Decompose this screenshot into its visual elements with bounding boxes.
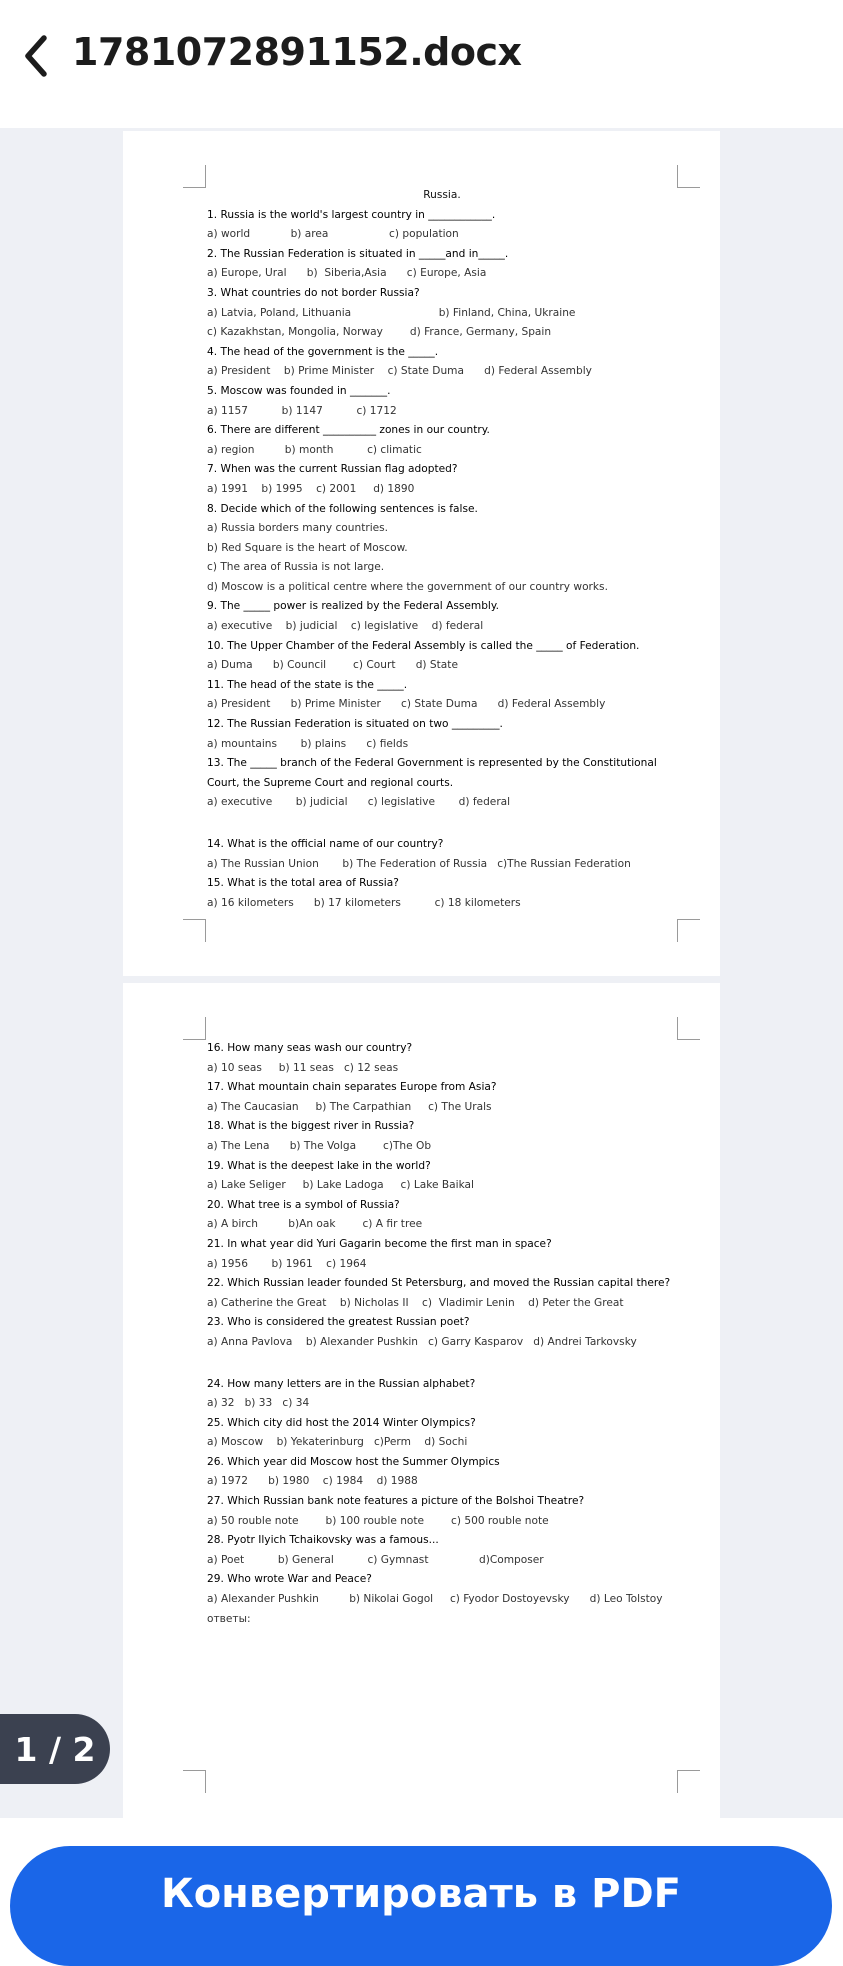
answer-line: a) Anna Pavlova b) Alexander Pushkin c) Garry Kasparov d) Andrei Tarkovsky [207, 1335, 637, 1348]
answer-line: a) Russia borders many countries. [207, 522, 389, 535]
document-page-1 [123, 131, 720, 976]
answer-line: a) Poet b) General c) Gymnast d)Composer [207, 1553, 544, 1566]
question-line: 13. The _____ branch of the Federal Government is represented by the Constitutional [207, 757, 657, 770]
page-corner-marker [677, 1770, 700, 1793]
answer-line: a) Lake Seliger b) Lake Ladoga c) Lake Baikal [207, 1179, 474, 1192]
page-corner-marker [183, 919, 206, 942]
question-line: 21. In what year did Yuri Gagarin become the first man in space? [207, 1237, 552, 1250]
answer-line: a) world b) area c) population [207, 228, 459, 241]
question-line: 27. Which Russian bank note features a picture of the Bolshoi Theatre? [207, 1495, 585, 1508]
question-line: 26. Which year did Moscow host the Summer Olympics [207, 1455, 500, 1468]
answer-line: a) Duma b) Council c) Court d) State [207, 659, 458, 672]
answer-line: a) 50 rouble note b) 100 rouble note c) 500 rouble note [207, 1514, 549, 1527]
answer-line: a) Alexander Pushkin b) Nikolai Gogol c) Fyodor Dostoyevsky d) Leo Tolstoy [207, 1593, 663, 1606]
page-corner-marker [183, 165, 206, 188]
question-line: 6. There are different __________ zones in our country. [207, 424, 490, 437]
answer-line: a) A birch b)An oak c) A fir tree [207, 1218, 423, 1231]
answer-line: a) The Lena b) The Volga c)The Ob [207, 1139, 432, 1152]
answer-line: a) 1991 b) 1995 c) 2001 d) 1890 [207, 482, 415, 495]
page-indicator: 1 / 2 [0, 1714, 110, 1784]
page-corner-marker [677, 1017, 700, 1040]
file-title: 1781072891152.docx [72, 30, 522, 74]
answer-line: a) The Caucasian b) The Carpathian c) The Urals [207, 1100, 492, 1113]
back-button[interactable] [14, 32, 62, 80]
question-line: 23. Who is considered the greatest Russian poet? [207, 1316, 470, 1329]
answer-line: a) 1972 b) 1980 c) 1984 d) 1988 [207, 1475, 418, 1488]
answer-line: a) President b) Prime Minister c) State Duma d) Federal Assembly [207, 698, 606, 711]
question-line: 12. The Russian Federation is situated on two _________. [207, 718, 503, 731]
blank-line [207, 1353, 677, 1375]
question-line: 3. What countries do not border Russia? [207, 286, 420, 299]
question-line: 4. The head of the government is the _____. [207, 345, 439, 358]
answer-line: a) Catherine the Great b) Nicholas II c) Vladimir Lenin d) Peter the Great [207, 1296, 624, 1309]
question-line: 8. Decide which of the following sentences is false. [207, 502, 478, 515]
page-corner-marker [183, 1017, 206, 1040]
answer-line: a) The Russian Union b) The Federation of Russia c)The Russian Federation [207, 857, 631, 870]
answer-line: ответы: [207, 1612, 251, 1625]
top-bar [0, 0, 843, 128]
page-corner-marker [677, 919, 700, 942]
question-line: 29. Who wrote War and Peace? [207, 1573, 372, 1586]
answer-line: a) region b) month c) climatic [207, 443, 422, 456]
question-line: 22. Which Russian leader founded St Petersburg, and moved the Russian capital there? [207, 1277, 671, 1290]
answer-line: c) Kazakhstan, Mongolia, Norway d) France, Germany, Spain [207, 326, 552, 339]
question-line: 25. Which city did host the 2014 Winter Olympics? [207, 1416, 476, 1429]
answer-line: a) 32 b) 33 c) 34 [207, 1397, 310, 1410]
page-1-text [207, 186, 677, 913]
page-2-text [207, 1039, 677, 1629]
answer-line: d) Moscow is a political centre where the government of our country works. [207, 580, 608, 593]
document-heading: Russia. [423, 189, 461, 201]
question-line: 1. Russia is the world's largest country in ____________. [207, 208, 496, 221]
question-line: 24. How many letters are in the Russian alphabet? [207, 1377, 476, 1390]
answer-line: a) mountains b) plains c) fields [207, 737, 409, 750]
question-line: 14. What is the official name of our country? [207, 838, 444, 850]
page-corner-marker [183, 1770, 206, 1793]
answer-line: a) 10 seas b) 11 seas c) 12 seas [207, 1061, 399, 1074]
question-line: Court, the Supreme Court and regional courts. [207, 776, 454, 789]
answer-line: a) Europe, Ural b) Siberia,Asia c) Europe, Asia [207, 267, 487, 280]
question-line: 2. The Russian Federation is situated in _____and in_____. [207, 247, 509, 260]
answer-line: b) Red Square is the heart of Moscow. [207, 541, 408, 554]
blank-line [207, 813, 677, 835]
chevron-left-icon [14, 32, 62, 80]
convert-to-pdf-button[interactable]: Конвертировать в PDF [10, 1846, 832, 1966]
question-line: 18. What is the biggest river in Russia? [207, 1120, 415, 1133]
question-line: 16. How many seas wash our country? [207, 1042, 413, 1054]
bottom-bar [0, 1818, 843, 1920]
document-page-2 [123, 983, 720, 1819]
page-corner-marker [677, 165, 700, 188]
question-line: 5. Moscow was founded in _______. [207, 384, 391, 397]
answer-line: a) 1956 b) 1961 c) 1964 [207, 1257, 367, 1270]
answer-line: a) 1157 b) 1147 c) 1712 [207, 404, 397, 417]
answer-line: a) President b) Prime Minister c) State Duma d) Federal Assembly [207, 365, 592, 378]
answer-line: a) executive b) judicial c) legislative d) federal [207, 796, 511, 809]
question-line: 15. What is the total area of Russia? [207, 877, 399, 890]
question-line: 9. The _____ power is realized by the Federal Assembly. [207, 600, 499, 613]
question-line: 28. Pyotr Ilyich Tchaikovsky was a famous... [207, 1534, 439, 1547]
answer-line: a) Moscow b) Yekaterinburg c)Perm d) Sochi [207, 1436, 468, 1449]
question-line: 19. What is the deepest lake in the world? [207, 1159, 431, 1172]
question-line: 20. What tree is a symbol of Russia? [207, 1198, 400, 1211]
answer-line: a) Latvia, Poland, Lithuania b) Finland, China, Ukraine [207, 306, 576, 319]
answer-line: a) 16 kilometers b) 17 kilometers c) 18 kilometers [207, 896, 521, 909]
answer-line: c) The area of Russia is not large. [207, 561, 385, 574]
question-line: 7. When was the current Russian flag adopted? [207, 463, 458, 476]
question-line: 11. The head of the state is the _____. [207, 678, 408, 691]
question-line: 17. What mountain chain separates Europe from Asia? [207, 1081, 497, 1094]
question-line: 10. The Upper Chamber of the Federal Assembly is called the _____ of Federation. [207, 639, 640, 652]
answer-line: a) executive b) judicial c) legislative d) federal [207, 620, 484, 633]
